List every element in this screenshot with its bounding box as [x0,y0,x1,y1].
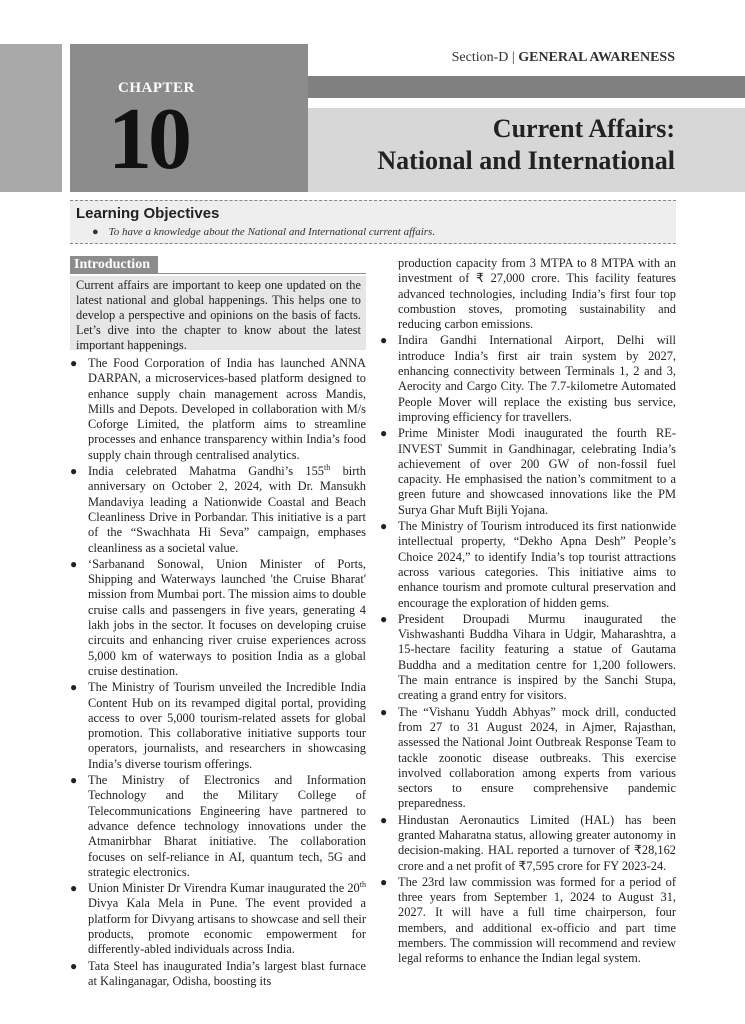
bullet-icon: ● [70,958,78,973]
list-item [70,356,366,463]
introduction-text: Current affairs are important to keep one updated on the latest national and global happenings. This helps one to develop a perspective and opinions on the basis of facts. Let’s dive into the chapter to know about the latest important happenings. [76,278,361,352]
list-item [380,333,676,425]
chapter-label: CHAPTER [118,80,195,96]
bullet-icon: ● [380,519,388,534]
learning-objectives-heading: Learning Objectives [76,205,220,222]
list-item [70,959,366,990]
list-item-text: Prime Minister Modi inaugurated the fourth RE-INVEST Summit in Gandhinagar, celebrating India’s achievement of over 200 GW of non-fossil fuel capacity. He emphasised the nation’s commitment to a green future and showcased innovations like the PM Surya Ghar Muft Bijli Yojana. [398,426,676,517]
list-item [380,705,676,812]
page-title-line2: National and International [377,146,675,175]
list-item [380,426,676,518]
introduction-rule [70,273,366,274]
right-column [380,256,676,968]
list-item-text: The Ministry of Tourism unveiled the Incredible India Content Hub on its revamped digital portal, providing access to over 5,000 tourism-related assets for global promotion. This collaborative initiative supports tour operators, journalists, and researchers in showcasing India’s diverse tourism offerings. [88,680,366,771]
list-item-text: Union Minister Dr Virendra Kumar inaugurated the 20th Divya Kala Mela in Pune. The event provided a platform for Divyang artisans to showcase and sell their products, promote economic empowerment for differently-abled individuals across India. [88,879,366,957]
section-prefix: Section-D [451,50,509,65]
list-item [380,813,676,874]
list-item-text: India celebrated Mahatma Gandhi’s 155th birth anniversary on October 2, 2024, with Dr. Mansukh Mandaviya leading a Nationwide Coastal and Beach Cleanliness Drive in Porbandar. This initiative is a part of the “Swachhata Hi Seva” campaign, emphases cleanliness as a societal value. [88,462,366,555]
header-left-bar [0,44,62,192]
bullet-icon: ● [380,611,388,626]
chapter-number: 10 [108,91,188,188]
list-item [70,557,366,679]
bullet-icon: ● [70,773,78,788]
bullet-icon: ● [380,812,388,827]
section-name: GENERAL AWARENESS [518,50,675,65]
bullet-icon: ● [380,426,388,441]
header-stripe [308,76,745,98]
continued-text: production capacity from 3 MTPA to 8 MTPA with an investment of ₹ 27,000 crore. This facility features advanced technologies, including India’s first four top combustion stoves, promoting sustainability and reducing carbon emissions. [398,256,676,332]
list-item-text: President Droupadi Murmu inaugurated the Vishwashanti Buddha Vihara in Udgir, Maharashtra, a 15-hectare facility featuring a statue of Gautama Buddha and a meditation centre for 1,200 followers. The main entrance is inspired by the Sanchi Stupa, creating a grand entry for visitors. [398,611,676,703]
list-item [70,773,366,880]
list-item-text: The Food Corporation of India has launched ANNA DARPAN, a microservices-based platform designed to enhance supply chain management across Mandis, Mills and Depots. Developed in collaboration with M/s Coforge Limited, the platform aims to streamline processes and enhance transparency within India’s food supply chain through centralised analytics. [88,356,366,462]
list-item [380,875,676,967]
bullet-icon: ● [70,680,78,695]
learning-objective-text: To have a knowledge about the National and International current affairs. [108,226,436,238]
list-item-text: The “Vishanu Yuddh Abhyas” mock drill, conducted from 27 to 31 August 2024, in Ajmer, Rajasthan, assessed the National Joint Outbreak Response Team to tackle zoonotic disease outbreaks. This exercise involved collaboration among experts from various sectors to ensure comprehensive pandemic preparedness. [398,704,676,811]
bullet-icon: ● [380,333,388,348]
bullet-icon: ● [70,556,78,571]
bullet-icon: ● [380,704,388,719]
list-item-text: ‘Sarbanand Sonowal, Union Minister of Ports, Shipping and Waterways launched 'the Cruise Bharat' mission from Mumbai port. The mission aims to double cruise calls and passengers in five years, generating 4 lakh jobs in the sector. It focuses on developing cruise circuits and enhancing river cruise experiences across 5,000 km of waterways to position India as a global cruise destination. [88,556,366,678]
bullet-icon: ● [70,356,78,370]
list-item-text: The Ministry of Tourism introduced its first nationwide intellectual property, “Dekho Apna Desh” People’s Choice 2024,” to identify India’s top tourist attractions across various categories. This initiative aims to enhance tourism and promote cultural preservation and encourage the exploration of hidden gems. [398,519,676,610]
introduction-heading: Introduction [70,256,158,274]
list-item [70,464,366,556]
learning-objective-item [92,226,435,238]
bullet-icon: ● [380,874,388,889]
chapter-box [70,44,308,192]
section-label [452,50,675,66]
bullet-icon: ● [70,464,78,479]
list-item [70,680,366,772]
list-item [380,612,676,704]
left-column [70,356,366,990]
section-separator: | [511,50,515,65]
list-item-text: Tata Steel has inaugurated India’s largest blast furnace at Kalinganagar, Odisha, boosting its [88,958,366,988]
bullet-icon: ● [70,881,78,896]
list-item-text: Hindustan Aeronautics Limited (HAL) has been granted Maharatna status, allowing greater autonomy in decision-making. HAL reported a turnover of ₹28,162 crore and a net profit of ₹7,595 crore for FY 2023-24. [398,812,676,873]
list-item [380,519,676,611]
list-item-text: Indira Gandhi International Airport, Delhi will introduce India’s first air train system by 2027, enhancing connectivity between Terminals 1, 2 and 3, Aerocity and Cargo City. The 7.7-kilometre Automated People Mover will replace the existing bus service, improving efficiency for travellers. [398,333,676,424]
list-item [70,881,366,957]
page-title-line1: Current Affairs: [492,114,675,143]
learning-objectives-box [70,200,676,244]
list-item-text: The Ministry of Electronics and Information Technology and the Military College of Telecommunications Engineering have partnered to advance defence technology innovations under the Atmanirbhar Bharat initiative. The collaboration focuses on self-reliance in AI, quantum tech, 5G and strategic electronics. [88,773,366,879]
list-item-text: The 23rd law commission was formed for a period of three years from September 1, 2024 to August 31, 2027. It will have a full time chairperson, four members, and additional ex-officio and part time members. The commission will recommend and review legal reforms to enhance the Indian legal system. [398,874,676,966]
bullet-icon: ● [92,226,99,238]
